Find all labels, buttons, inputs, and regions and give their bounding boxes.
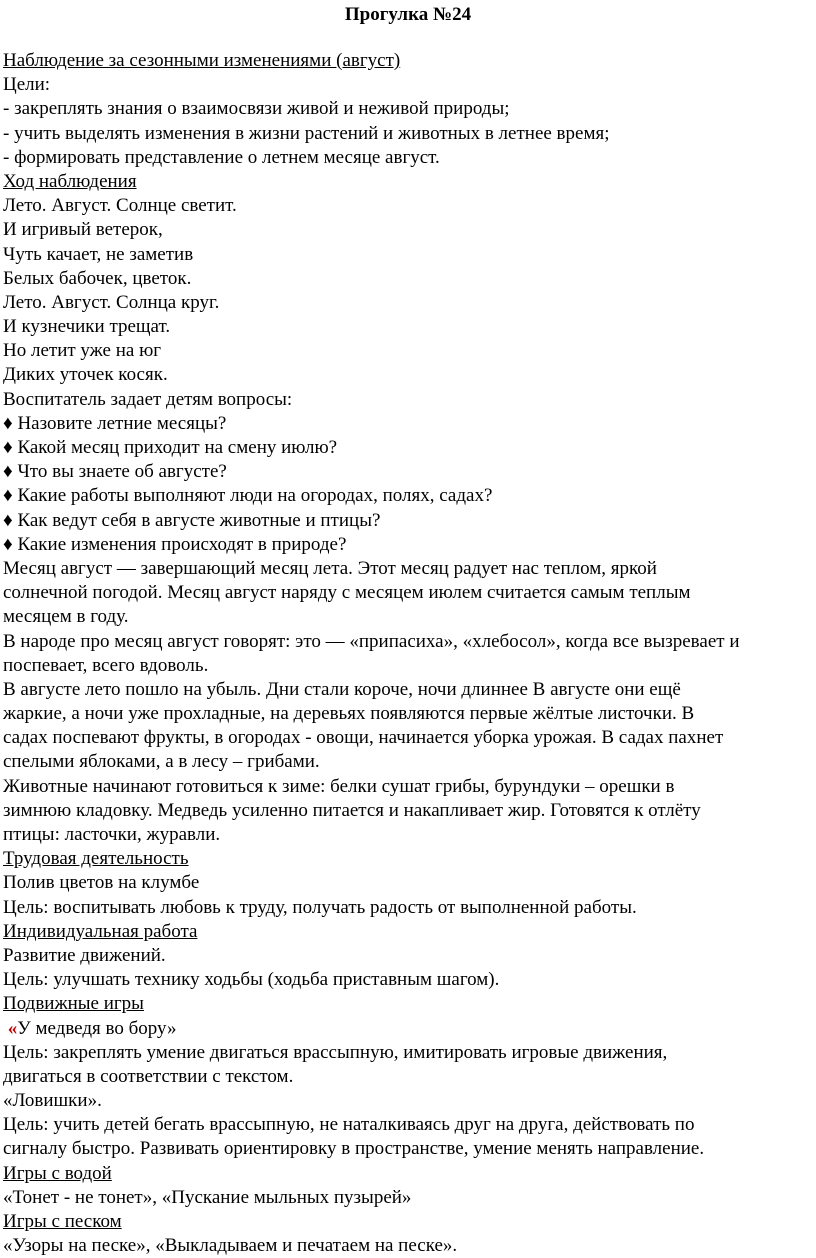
- poem-line: Лето. Август. Солнце светит.: [3, 195, 237, 217]
- goal-line: - учить выделять изменения в жизни растений и животных в летнее время;: [3, 122, 610, 144]
- poem-line: Но летит уже на юг: [3, 340, 162, 362]
- game2-goal-line: Цель: учить детей бегать врассыпную, не наталкиваясь друг на друга, действовать по: [3, 1114, 695, 1136]
- story-line: спелыми яблоками, а в лесу – грибами.: [3, 751, 320, 773]
- poem-line: Белых бабочек, цветок.: [3, 267, 192, 289]
- story-line: Месяц август — завершающий месяц лета. Этот месяц радует нас теплом, яркой: [3, 557, 657, 579]
- individual-heading: Индивидуальная работа: [3, 920, 198, 942]
- story-line: В народе про месяц август говорят: это — «припасиха», «хлебосол», когда все вызревает и: [3, 630, 740, 652]
- question-item: ♦ Назовите летние месяцы?: [3, 412, 227, 434]
- story-line: солнечной погодой. Месяц август наряду с месяцем июлем считается самым теплым: [3, 582, 691, 604]
- open-quote-mark: «: [7, 1017, 18, 1039]
- goal-line: - закреплять знания о взаимосвязи живой и неживой природы;: [3, 98, 510, 120]
- observation-heading: Наблюдение за сезонными изменениями (август): [3, 50, 401, 71]
- poem-line: И кузнечики трещат.: [3, 316, 171, 338]
- question-item: ♦ Что вы знаете об августе?: [3, 461, 227, 483]
- question-item: ♦ Какой месяц приходит на смену июлю?: [3, 437, 338, 458]
- questions-intro: Воспитатель задает детям вопросы:: [3, 388, 293, 410]
- question-item: ♦ Какие изменения происходят в природе?: [3, 533, 347, 555]
- individual-goal: Цель: улучшать технику ходьбы (ходьба приставным шагом).: [3, 969, 500, 991]
- poem-line: Лето. Август. Солнца круг.: [3, 291, 220, 313]
- poem-line: Чуть качает, не заметив: [3, 243, 194, 265]
- document-body: [3, 49, 815, 1258]
- page-title: Прогулка №24: [344, 4, 472, 25]
- sand-games-text: «Узоры на песке», «Выкладываем и печатаем на песке».: [3, 1235, 458, 1257]
- goal-line: - формировать представление о летнем месяце август.: [3, 146, 440, 168]
- story-line: садах поспевают фрукты, в огородах - овощи, начинается уборка урожая. В садах пахнет: [3, 727, 724, 749]
- individual-task: Развитие движений.: [3, 944, 166, 966]
- poem-line: Диких уточек косяк.: [3, 364, 168, 386]
- labor-task: Полив цветов на клумбе: [3, 872, 200, 894]
- story-line: месяцем в году.: [3, 606, 129, 628]
- story-line: Животные начинают готовиться к зиме: белки сушат грибы, бурундуки – орешки в: [3, 775, 675, 797]
- story-line: зимнюю кладовку. Медведь усиленно питается и накапливает жир. Готовятся к отлёту: [3, 799, 701, 821]
- story-line: поспевает, всего вдоволь.: [3, 654, 209, 676]
- game1-goal-line: Цель: закреплять умение двигаться врассыпную, имитировать игровые движения,: [3, 1041, 668, 1063]
- game1-goal-line: двигаться в соответствии с текстом.: [3, 1065, 294, 1087]
- goals-label: Цели:: [3, 74, 51, 96]
- question-item: ♦ Как ведут себя в августе животные и птицы?: [3, 509, 381, 531]
- game1-title-text: У медведя во бору»: [17, 1017, 177, 1039]
- story-line: жаркие, а ночи уже прохладные, на деревьях появляются первые жёлтые листочки. В: [3, 703, 695, 725]
- game2-goal-line: сигналу быстро. Развивать ориентировку в пространстве, умение менять направление.: [3, 1138, 705, 1160]
- sand-games-heading: Игры с песком: [3, 1211, 122, 1232]
- poem-line: И игривый ветерок,: [3, 219, 163, 241]
- water-games-text: «Тонет - не тонет», «Пускание мыльных пузырей»: [3, 1186, 412, 1208]
- water-games-heading: Игры с водой: [3, 1162, 112, 1184]
- course-heading: Ход наблюдения: [3, 170, 137, 192]
- question-item: ♦ Какие работы выполняют люди на огородах, полях, садах?: [3, 485, 493, 507]
- outdoor-games-heading: Подвижные игры: [3, 993, 144, 1015]
- story-line: птицы: ласточки, журавли.: [3, 824, 221, 845]
- game2-title: «Ловишки».: [3, 1090, 102, 1112]
- labor-heading: Трудовая деятельность: [3, 848, 189, 870]
- story-line: В августе лето пошло на убыль. Дни стали короче, ночи длиннее В августе они ещё: [3, 678, 681, 700]
- labor-goal: Цель: воспитывать любовь к труду, получать радость от выполненной работы.: [3, 896, 637, 918]
- game1-title: [3, 1017, 815, 1041]
